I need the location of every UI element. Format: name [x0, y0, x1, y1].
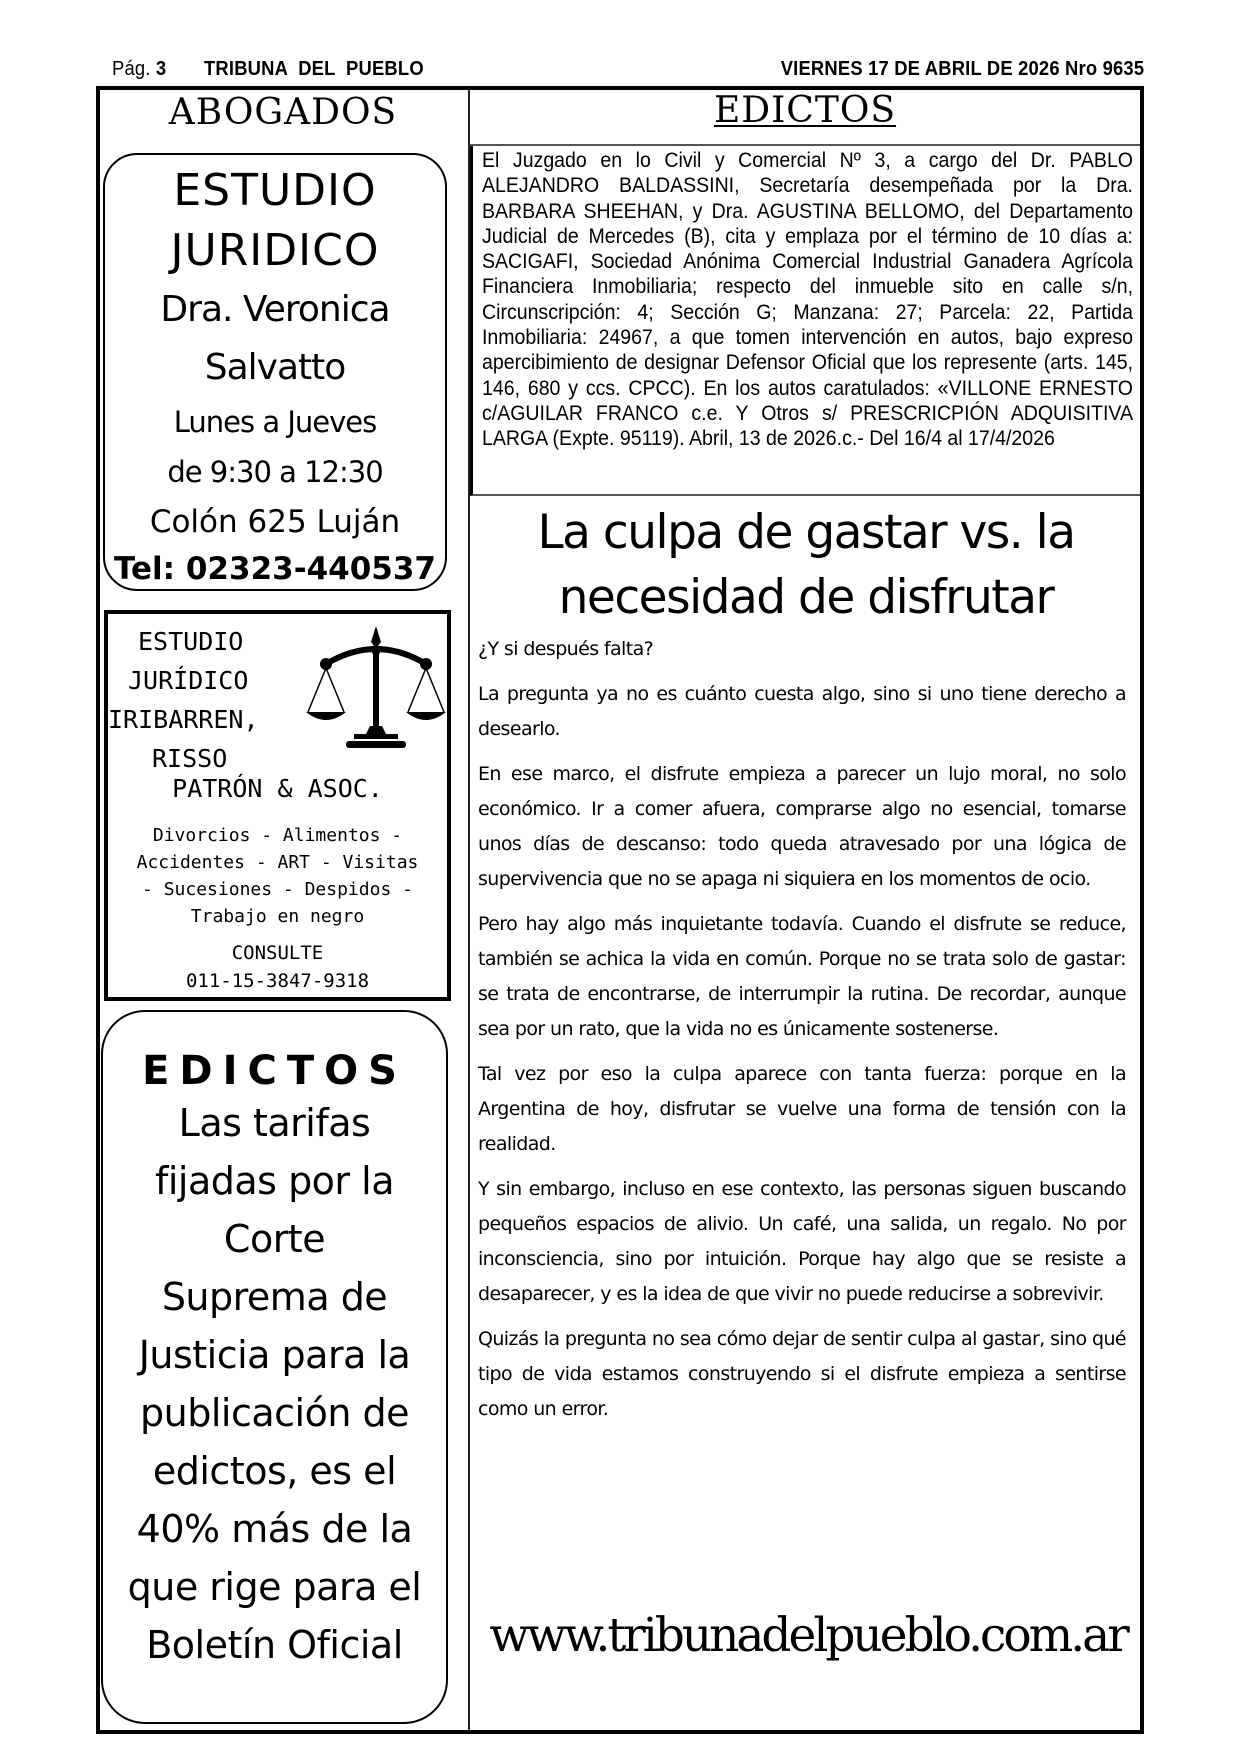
edictos-title: EDICTOS [713, 90, 897, 131]
edictos-ad-line: Suprema de [161, 1275, 388, 1319]
services-line: - Sucesiones - Despidos - [142, 879, 413, 900]
edictos-ad-line: que rige para el [127, 1565, 422, 1609]
article [472, 500, 1140, 1427]
scales-of-justice-icon [306, 622, 446, 752]
services-line: Trabajo en negro [190, 906, 365, 927]
ad-address: Colón 625 Luján [149, 504, 401, 540]
ad-hours-time: de 9:30 a 12:30 [167, 455, 383, 489]
firm-heading-line: IRIBARREN, [108, 705, 259, 734]
legal-edict [470, 146, 1140, 496]
article-headline: La culpa de gastar vs. la necesidad de disfrutar [537, 505, 1075, 625]
firm-heading [108, 622, 308, 778]
ad-phone: Tel: 02323-440537 [113, 551, 436, 587]
consult-label: CONSULTE [231, 942, 324, 964]
article-paragraph: En ese marco, el disfrute empieza a parecer un lujo moral, no solo económico. Ir a comer afuera, comprarse algo no esencial, tomarse unos días de descanso: todo queda atravesado por una lógica de supervivencia que no se apaga ni siquiera en los momentos de ocio. [478, 763, 1126, 890]
ad-estudio-iribarren [104, 610, 451, 1001]
article-paragraph: Y sin embargo, incluso en ese contexto, las personas siguen buscando pequeños espacios de alivio. Un café, una salida, un regalo. No por inconsciencia, sino por intuición. Porque hay algo que se resiste a desaparecer, y es la idea de que vivir no puede reducirse a sobrevivir. [478, 1178, 1126, 1305]
article-lead: ¿Y si después falta? [478, 638, 654, 660]
edictos-ad-line: Las tarifas [178, 1101, 371, 1145]
contact-block [108, 939, 447, 995]
firm-heading-line: RISSO [152, 744, 228, 773]
article-paragraph: La pregunta ya no es cuánto cuesta algo, sino si uno tiene derecho a desearlo. [478, 683, 1126, 740]
ad-estudio-salvatto [103, 153, 447, 591]
page-number-value: 3 [155, 58, 167, 80]
website-link[interactable]: www.tribunadelpueblo.com.ar [489, 1608, 1127, 1663]
edictos-ad-title: EDICTOS [142, 1048, 407, 1094]
services-line: Divorcios - Alimentos - [152, 825, 403, 846]
edictos-ad-line: 40% más de la [136, 1507, 413, 1551]
ad-line: Salvatto [204, 347, 346, 388]
ad-line: JURIDICO [170, 225, 380, 276]
ad-line: Dra. Veronica [160, 289, 390, 330]
issue-date: VIERNES 17 DE ABRIL DE 2026 Nro 9635 [780, 58, 1145, 80]
ad-edictos-tarifas [101, 1010, 448, 1724]
edictos-ad-line: Corte [223, 1217, 326, 1261]
page-label: Pág. [112, 58, 151, 80]
edictos-ad-line: Justicia para la [138, 1333, 411, 1377]
edictos-ad-line: publicación de [140, 1391, 409, 1435]
article-paragraph: Pero hay algo más inquietante todavía. Cuando el disfrute se reduce, también se achica la vida en común. Porque no se trata solo de gastar: se trata de encontrarse, de interrumpir la rutina. De recordar, aunque sea por un rato, que la vida no es únicamente sostenerse. [478, 913, 1126, 1040]
ad-line: ESTUDIO [173, 165, 377, 216]
services-line: Accidentes - ART - Visitas [136, 852, 419, 873]
services-list [108, 822, 447, 930]
firm-heading-line: JURÍDICO [128, 666, 249, 695]
page-header [112, 58, 1144, 86]
newspaper-name: TRIBUNA DEL PUEBLO [204, 58, 424, 80]
firm-name-suffix: PATRÓN & ASOC. [172, 774, 383, 803]
section-title-edictos [470, 90, 1140, 146]
edictos-ad-line: Boletín Oficial [146, 1623, 403, 1667]
firm-heading-line: ESTUDIO [138, 627, 244, 656]
edict-text: El Juzgado en lo Civil y Comercial Nº 3, a cargo del Dr. PABLO ALEJANDRO BALDASSINI, Secretaría desempeñada por la Dra. BARBARA SHEEHAN, y Dra. AGUSTINA BELLOMO, del Departamento Judicial de Mercedes (B), cita y emplaza por el término de 10 días a: SACIGAFI, Sociedad Anónima Comercial Industrial Ganadera Agrícola Financiera Inmobiliaria; respecto del inmueble sito en calle s/n, Circunscripción: 4; Sección G; Manzana: 27; Parcela: 22, Partida Inmobiliaria: 24967, a que tomen intervención en autos, bajo expreso apercibimiento de designar Defensor Oficial que los represente (arts. 145, 146, 680 y ccs. CPCC). En los autos caratulados: «VILLONE ERNESTO c/AGUILAR FRANCO c.e. Y Otros s/ PRESCRICPIÓN ADQUISITIVA LARGA (Expte. 95119). Abril, 13 de 2026.c.- Del 16/4 al 17/4/2026 [482, 149, 1133, 451]
page-number [112, 58, 166, 81]
ad-hours-days: Lunes a Jueves [173, 405, 377, 439]
article-paragraph: Tal vez por eso la culpa aparece con tanta fuerza: porque en la Argentina de hoy, disfrutar se vuelve una forma de tensión con la realidad. [478, 1063, 1126, 1155]
edictos-ad-body [103, 1094, 446, 1674]
section-title-abogados: ABOGADOS [168, 92, 398, 133]
consult-phone: 011-15-3847-9318 [185, 970, 370, 992]
edictos-ad-line: fijadas por la [155, 1159, 394, 1203]
article-paragraph: Quizás la pregunta no sea cómo dejar de sentir culpa al gastar, sino qué tipo de vida estamos construyendo si el disfrute empieza a sentirse como un error. [478, 1328, 1126, 1420]
edictos-ad-line: edictos, es el [152, 1449, 397, 1493]
